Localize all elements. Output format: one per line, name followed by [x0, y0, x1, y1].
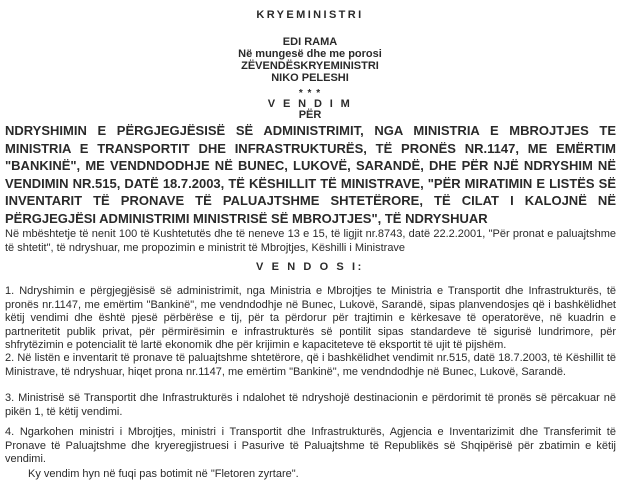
article-4: 4. Ngarkohen ministri i Mbrojtjes, ministri i Transportit dhe Infrastrukturës, Agjencia e Inventarizimit dhe Transferimit të Pronave të Paluajtshme dhe kryeregjistruesi i Pasurive të Paluajtshme të Republikës së Shqipërisë për zbatimin e këtij vendimi. [5, 426, 616, 466]
decision-subject: NDRYSHIMIN E PËRGJEGJËSISË SË ADMINISTRIMIT, NGA MINISTRIA E MBROJTJES TE MINISTRIA E TRANSPORTIT DHE INFRASTRUKTURËS, TË PRONËS NR.1147, ME EMËRTIM "BANKINË", ME VENDNDODHJE NË BUNEC, LUKOVË, SARANDË, DHE PËR NJË NDRYSHIM NË VENDIMIN NR.515, DATË 18.7.2003, TË KËSHILLIT TË MINISTRAVE, "PËR MIRATIMIN E LISTËS SË INVENTARIT TË PRONAVE TË PALUAJTSHME SHTETËRORE, TË CILAT I KALOJNË NË PËRGJEGJËSI ADMINISTRIMI MINISTRISË SË MBROJTJES", TË NDRYSHUAR [5, 123, 616, 226]
article-2: 2. Në listën e inventarit të pronave të paluajtshme shtetërore, që i bashkëlidhet vendimit nr.515, datë 18.7.2003, të Këshillit të Ministrave, të ndryshuar, hiqet prona nr.1147, me emërtim "Bankinë", me vendndodhje në Bunec, Lukovë, Sarandë. [5, 352, 616, 378]
closing-statement: Ky vendim hyn në fuqi pas botimit në "Fletoren zyrtare". [28, 468, 299, 480]
decision-title: V E N D I M [267, 98, 353, 110]
absence-note: Në mungesë dhe me porosi [238, 48, 382, 60]
separator-stars: * * * [298, 88, 322, 99]
preamble-paragraph: Në mbështetje të nenit 100 të Kushtetutës dhe të neneve 13 e 15, të ligjit nr.8743, datë 22.2.2001, "Për pronat e paluajtshme të shtetit", të ndryshuar, me propozimin e ministrit të Mbrojtjes, Këshilli i Ministrave [5, 228, 616, 254]
prime-minister-name: EDI RAMA [282, 36, 338, 48]
article-3: 3. Ministrisë së Transportit dhe Infrastrukturës i ndalohet të ndryshojë destinacionin e përdorimit të pronës së përcakuar në pikën 1, të këtij vendimi. [5, 392, 616, 418]
deputy-title: ZËVENDËSKRYEMINISTRI [241, 60, 379, 72]
deputy-name: NIKO PELESHI [271, 72, 349, 84]
decides-heading: V E N D O S I: [256, 261, 364, 273]
institution-heading: KRYEMINISTRI [256, 9, 364, 21]
decision-per: PËR [298, 109, 322, 121]
article-1: 1. Ndryshimin e përgjegjësisë së administrimit, nga Ministria e Mbrojtjes te Ministria e Transportit dhe Infrastrukturës, të pronës nr.1147, me emërtim "Bankinë", me vendndodhje në Bunec, Lukovë, Sarandë, sipas planvendosjes që i bashkëlidhet këtij vendimi dhe është pjesë përbërëse e tij, për ta përdorur për trajtimin e kërkesave të operatorëve, në kuadrin e partneritetit publik privat, për përmirësimin e infrastrukturës së pontilit sipas standardeve të sigurisë lundrimore, për shfrytëzimin e potencialit të lartë ekonomik dhe për krijimin e kapaciteteve të eksportit të ujit të pijshëm. [5, 285, 616, 352]
